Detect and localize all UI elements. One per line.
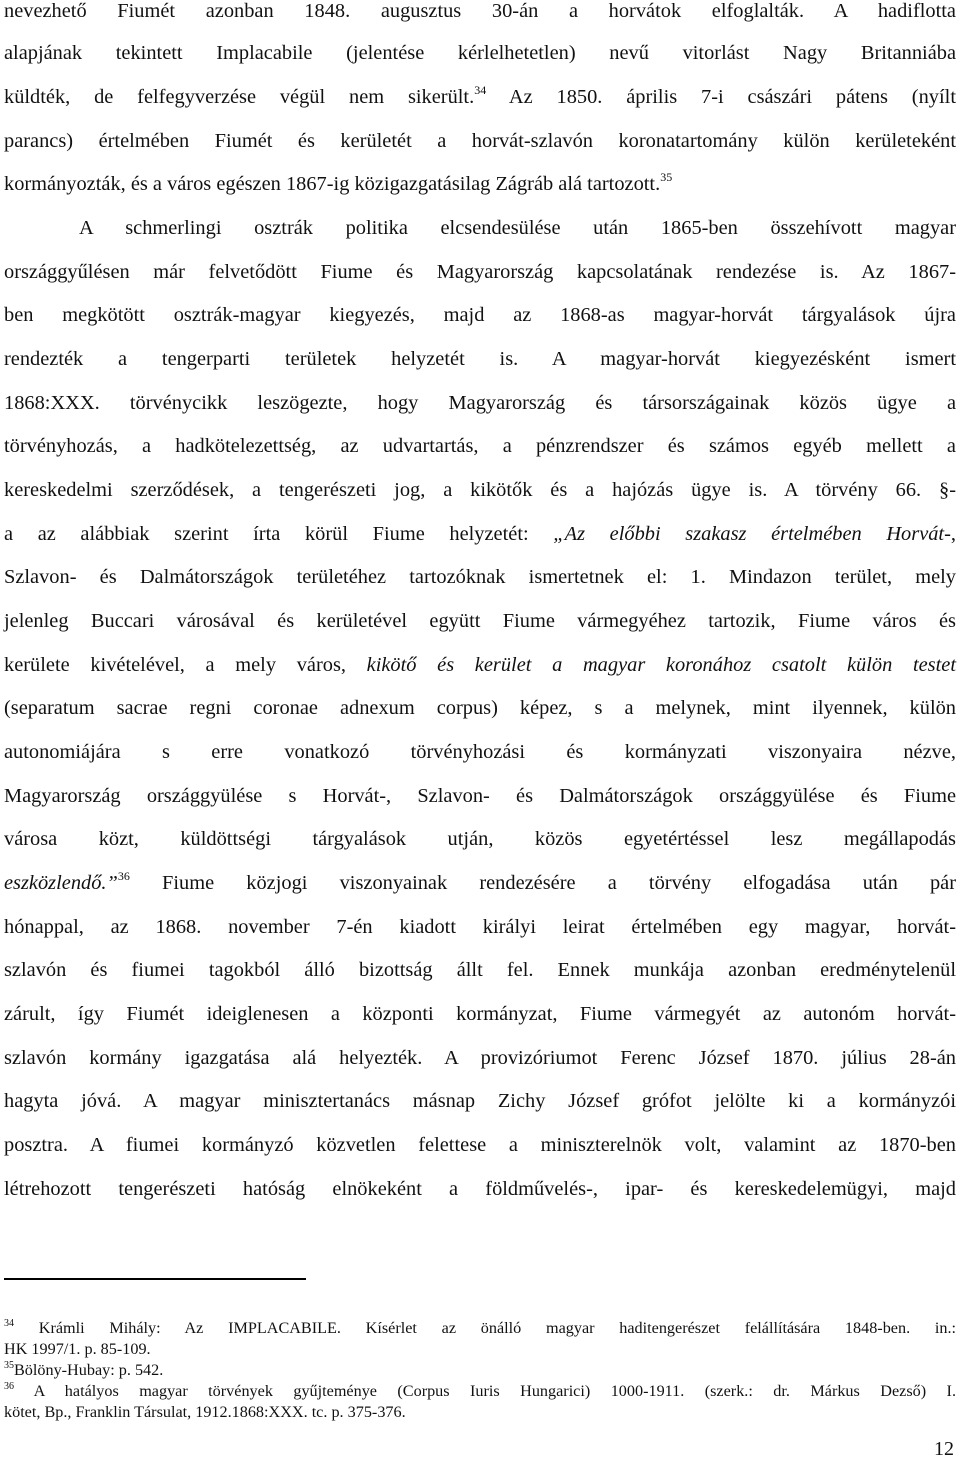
body-line: ben megkötött osztrák-magyar kiegyezés, majd az 1868-as magyar-horvát tárgyalások újra (4, 304, 956, 326)
body-line: alapjának tekintett Implacabile (jelentése kérlelhetetlen) nevű vitorlást Nagy Britanniába (4, 42, 956, 64)
quote-italic: „Az előbbi szakasz értelmében Horvát (553, 523, 945, 545)
body-line: (separatum sacrae regni coronae adnexum corpus) képez, s a melynek, mint ilyennek, külön (4, 697, 956, 719)
body-line: autonomiájára s erre vonatkozó törvényhozási és kormányzati viszonyaira nézve, (4, 741, 956, 763)
footnote-ref-35[interactable]: 35 (660, 170, 673, 184)
body-line: 1868:XXX. törvénycikk leszögezte, hogy Magyarország és társországainak közös ügye a (4, 392, 956, 414)
body-line: létrehozott tengerészeti hatóság elnökeként a földművelés-, ipar- és kereskedelemügyi, majd (4, 1178, 956, 1200)
body-line: parancs) értelmében Fiumét és kerületét a horvát-szlavón koronatartomány külön kerületeként (4, 130, 956, 152)
body-line: hónappal, az 1868. november 7-én kiadott királyi leirat értelmében egy magyar, horvát- (4, 916, 956, 938)
body-line: kormányozták, és a város egészen 1867-ig közigazgatásilag Zágráb alá tartozott.$^{35}$ (4, 170, 673, 195)
footnote-ref-36[interactable]: 36 (117, 869, 130, 883)
body-line: törvényhozás, a hadkötelezettség, az udvartartás, a pénzrendszer és számos egyéb mellett a (4, 435, 956, 457)
body-line: Magyarország országgyülése s Horvát-, Szlavon- és Dalmátországok országgyülése és Fiume (4, 785, 956, 807)
body-line: a az alábbiak szerint írta körül Fiume helyzetét: „Az előbbi szakasz értelmében Horvát-, (4, 523, 956, 545)
body-line: hagyta jóvá. A magyar minisztertanács másnap Zichy József grófot jelölte ki a kormányzói (4, 1090, 956, 1112)
body-line: országgyűlésen már felvetődött Fiume és Magyarország kapcsolatának rendezése is. Az 1867- (4, 261, 956, 283)
body-line: városa közt, küldöttségi tárgyalások utján, közös egyetértéssel lesz megállapodás (4, 828, 956, 850)
body-line: zárult, így Fiumét ideiglenesen a központi kormányzat, Fiume vármegyét az autonóm horvát- (4, 1003, 956, 1025)
quote-italic: eszközlendő.” (4, 872, 118, 894)
footnote-34: $^{34}$ Krámli Mihály: Az IMPLACABILE. Kísérlet az önálló magyar haditengerészet felállítására 1848-ben. in.: (4, 1318, 956, 1337)
footnote-ref-34[interactable]: 34 (474, 83, 487, 97)
body-line: nevezhető Fiumét azonban 1848. augusztus 30-án a horvátok elfoglalták. A hadiflotta (4, 0, 956, 22)
body-line: eszközlendő.”$^{36}$ Fiume közjogi viszonyainak rendezésére a törvény elfogadása után pár (4, 869, 956, 894)
quote-italic: kikötő és kerület a magyar koronához csatolt külön testet (366, 654, 956, 676)
body-line: posztra. A fiumei kormányzó közvetlen felettese a miniszterelnök volt, valamint az 1870-ben (4, 1134, 956, 1156)
footnote-36-cont: kötet, Bp., Franklin Társulat, 1912.1868:XXX. tc. p. 375-376. (4, 1403, 406, 1421)
body-line: kerülete kivételével, a mely város, kikötő és kerület a magyar koronához csatolt külön testet (4, 654, 956, 676)
footnote-35: $^{35}$Bölöny-Hubay: p. 542. (4, 1360, 164, 1379)
page-number: 12 (934, 1438, 954, 1460)
body-line: kereskedelmi szerződések, a tengerészeti jog, a kikötők és a hajózás ügye is. A törvény 66. §- (4, 479, 956, 501)
footnote-36: $^{36}$ A hatályos magyar törvények gyűjteménye (Corpus Iuris Hungarici) 1000-1911. (szerk.: dr. Márkus Dezső) I. (4, 1381, 956, 1400)
footnote-separator (4, 1278, 306, 1280)
body-line: jelenleg Buccari városával és kerületével együtt Fiume vármegyéhez tartozik, Fiume város és (4, 610, 956, 632)
body-line: Szlavon- és Dalmátországok területéhez tartozóknak ismertetnek el: 1. Mindazon terület, mely (4, 566, 956, 588)
body-line: A schmerlingi osztrák politika elcsendesülése után 1865-ben összehívott magyar (79, 217, 956, 239)
body-line: rendezték a tengerparti területek helyzetét is. A magyar-horvát kiegyezésként ismert (4, 348, 956, 370)
body-line: szlavón kormány igazgatása alá helyezték. A provizóriumot Ferenc József 1870. július 28-án (4, 1047, 956, 1069)
body-line: küldték, de felfegyverzése végül nem sikerült.$^{34}$ Az 1850. április 7-i császári pátens (nyílt (4, 83, 956, 108)
body-line: szlavón és fiumei tagokból álló bizottság állt fel. Ennek munkája azonban eredménytelenül (4, 959, 956, 981)
footnote-34-cont: HK 1997/1. p. 85-109. (4, 1340, 151, 1358)
